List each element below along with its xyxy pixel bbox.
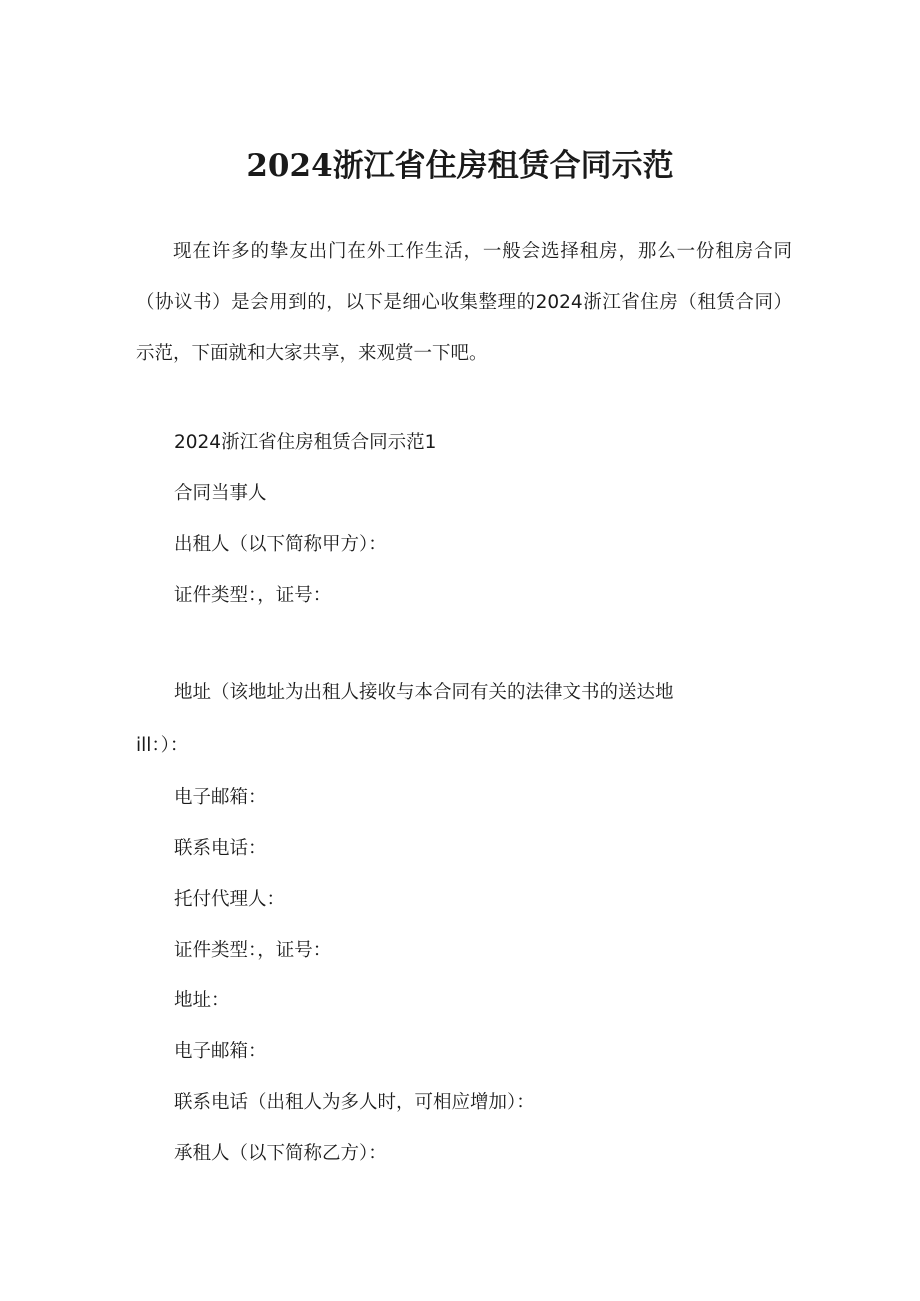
lessor-email-label: 电子邮箱： — [174, 787, 267, 808]
intro-paragraph: 现在许多的挚友出门在外工作生活，一般会选择租房，那么一份租房合同（协议书）是会用到的，以下是细心收集整理的2024浙江省住房（租赁合同）示范，下面就和大家共享，来观赏一下吧。 — [136, 241, 792, 364]
agent-phone-label: 联系电话（出租人为多人时，可相应增加）： — [174, 1092, 535, 1113]
document-title: 2024浙江省住房租赁合同示范 — [246, 148, 674, 184]
lessor-label: 出租人（以下简称甲方）： — [174, 534, 387, 555]
lessor-address-label: 地址（该地址为出租人接收与本合同有关的法律文书的送达地 — [174, 682, 674, 703]
lessee-label: 承租人（以下简称乙方）： — [174, 1143, 387, 1164]
agent-id-label: 证件类型：，证号： — [174, 940, 332, 961]
agent-email-label: 电子邮箱： — [174, 1041, 267, 1062]
agent-address-label: 地址： — [174, 990, 230, 1011]
lessor-address-label-cont: ill：）： — [136, 735, 189, 756]
agent-label: 托付代理人： — [174, 889, 286, 910]
contract-parties-label: 合同当事人 — [174, 483, 267, 504]
lessor-id-label: 证件类型：，证号： — [174, 585, 332, 606]
lessor-phone-label: 联系电话： — [174, 838, 267, 859]
section-heading: 2024浙江省住房租赁合同示范1 — [174, 432, 437, 453]
